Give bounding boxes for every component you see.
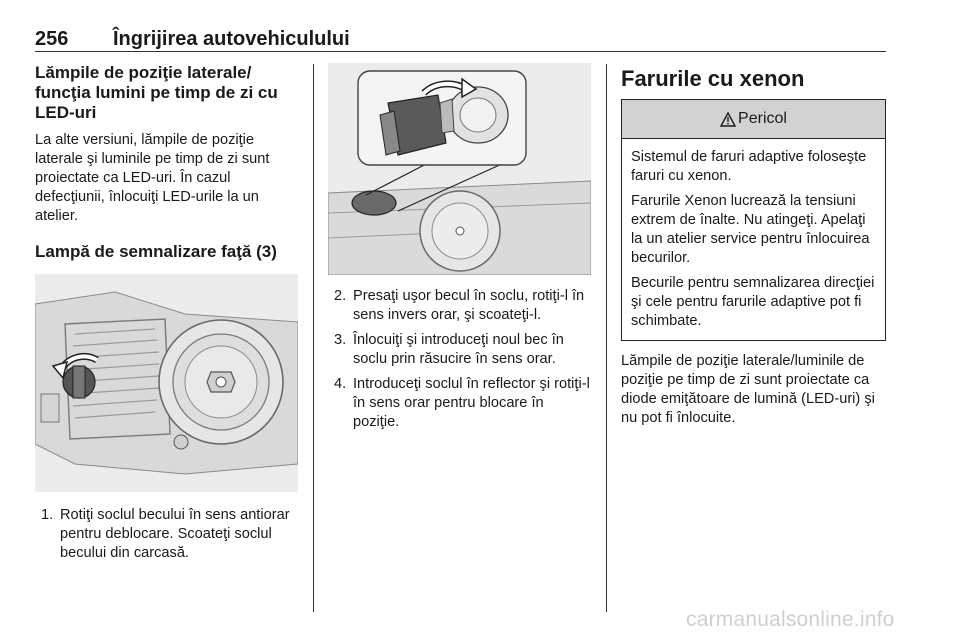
warning-header	[622, 100, 885, 139]
warning-paragraph: Farurile Xenon lucrează la tensiuni extrem de înalte. Nu atingeţi. Apelaţi la un atelier service pentru înlocuirea becurilor.	[631, 193, 870, 266]
steps-list-2	[328, 287, 593, 432]
list-item: 4. Introduceţi soclul în reflector şi rotiţi-l în sens orar pentru blocare în poziţie.	[334, 376, 590, 430]
figure-illustration	[35, 274, 298, 492]
column-divider-2	[606, 64, 607, 612]
column-3	[621, 66, 886, 428]
xenon-body-text: Lămpile de poziţie laterale/luminile de poziţie pe timp de zi sunt proiectate ca diode emiţătoare de lumină (LED-uri) şi nu pot fi înlocuite.	[621, 353, 875, 426]
page-header-title: Îngrijirea autovehiculului	[113, 28, 350, 50]
header-divider	[35, 51, 886, 52]
column-divider-1	[313, 64, 314, 612]
section-title-turn-signal: Lampă de semnalizare faţă (3)	[35, 242, 277, 261]
page-number: 256	[35, 28, 69, 50]
danger-warning-box	[621, 99, 886, 341]
list-item: 2. Presaţi uşor becul în soclu, rotiţi-l în sens invers orar, şi scoateţi-l.	[334, 288, 585, 323]
list-item: 3. Înlocuiţi şi introduceţi noul bec în soclu prin răsucire în sens orar.	[334, 332, 564, 367]
list-item: 1. Rotiţi soclul becului în sens antiorar pentru deblocare. Scoateţi soclul becului din carcasă.	[41, 507, 290, 561]
column-2	[328, 63, 593, 438]
watermark: carmanualsonline.info	[686, 608, 895, 631]
warning-paragraph: Becurile pentru semnalizarea direcţiei şi cele pentru farurile adaptive pot fi schimbate.	[631, 275, 875, 329]
section-title-led: Lămpile de poziţie laterale/ funcţia lumini pe timp de zi cu LED-uri	[35, 63, 278, 122]
figure-turn-signal-socket	[35, 274, 298, 492]
steps-list-1	[35, 506, 300, 563]
warning-label: Pericol	[738, 110, 787, 127]
section-body-led: La alte versiuni, lămpile de poziţie laterale şi luminile pe timp de zi sunt proiectate ca LED-uri. În cazul defecţiunii, înlocuiţi LED-urile la un atelier.	[35, 132, 270, 224]
section-title-xenon: Farurile cu xenon	[621, 66, 805, 91]
warning-body	[622, 139, 885, 340]
warning-triangle-icon	[720, 112, 736, 127]
column-1	[35, 63, 300, 563]
figure-illustration	[328, 63, 591, 275]
figure-bulb-socket	[328, 63, 591, 275]
warning-paragraph: Sistemul de faruri adaptive foloseşte faruri cu xenon.	[631, 149, 867, 184]
